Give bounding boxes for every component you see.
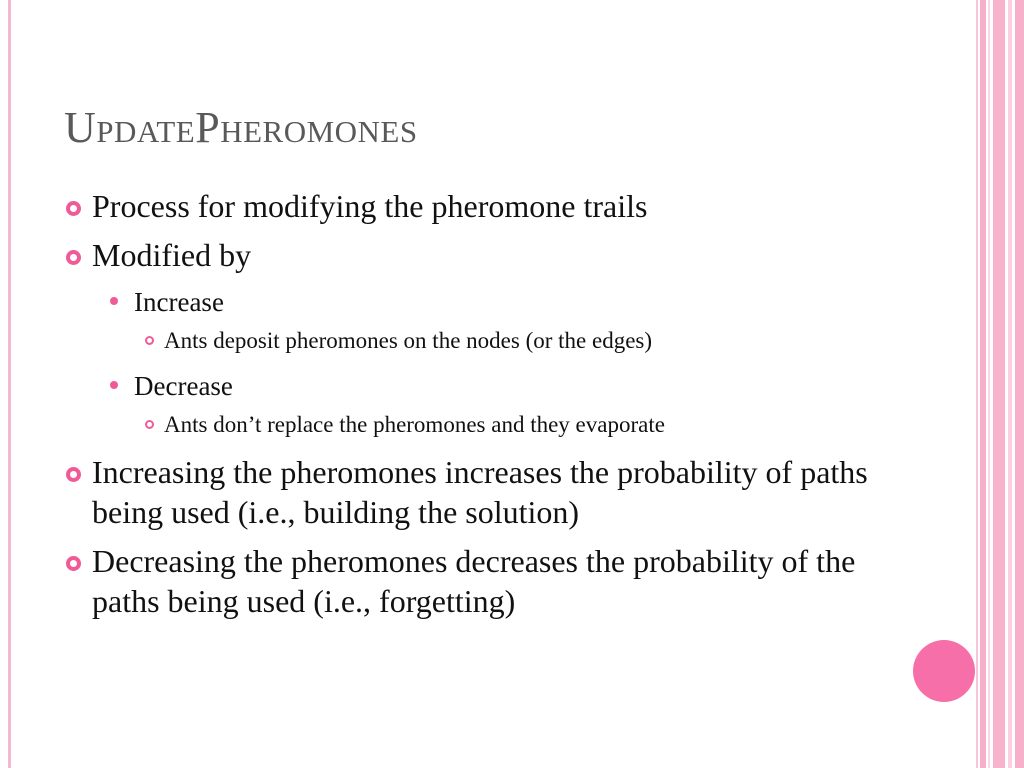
bullet-item-level-3 — [142, 326, 890, 356]
bullet-item-level-2 — [104, 368, 890, 404]
bullet-item-level-2 — [104, 284, 890, 320]
bullet-item-level-1 — [60, 452, 890, 532]
bullet-text: Decreasing the pheromones decreases the probability of the paths being used (i.e., forgetting) — [92, 543, 856, 619]
bullet-list — [60, 186, 890, 630]
decorative-stripe — [993, 0, 1005, 768]
bullet-text: Ants deposit pheromones on the nodes (or the edges) — [164, 328, 653, 353]
ring-bullet-icon — [60, 541, 92, 581]
decorative-circle — [913, 640, 975, 702]
bullet-item-level-1 — [60, 186, 890, 226]
bullet-text: Decrease — [134, 371, 233, 401]
small-ring-bullet-icon — [142, 326, 164, 356]
left-border-line — [8, 0, 11, 768]
bullet-text: Increase — [134, 287, 224, 317]
bullet-text: Increasing the pheromones increases the probability of paths being used (i.e., building the solution) — [92, 454, 868, 530]
slide-title: UpdatePheromones — [64, 103, 418, 152]
decorative-stripe — [1015, 0, 1024, 768]
bullet-item-level-1 — [60, 235, 890, 275]
decorative-stripe — [980, 0, 986, 768]
bullet-text: Process for modifying the pheromone trails — [92, 188, 648, 224]
decorative-stripe — [1008, 0, 1012, 768]
dot-bullet-icon — [104, 368, 134, 404]
decorative-stripe — [976, 0, 978, 768]
ring-bullet-icon — [60, 452, 92, 492]
bullet-item-level-3 — [142, 410, 890, 440]
ring-bullet-icon — [60, 186, 92, 226]
bullet-text: Ants don’t replace the pheromones and they evaporate — [164, 412, 665, 437]
decorative-stripe — [988, 0, 990, 768]
dot-bullet-icon — [104, 284, 134, 320]
bullet-text: Modified by — [92, 237, 252, 273]
bullet-item-level-1 — [60, 541, 890, 621]
small-ring-bullet-icon — [142, 410, 164, 440]
ring-bullet-icon — [60, 235, 92, 275]
